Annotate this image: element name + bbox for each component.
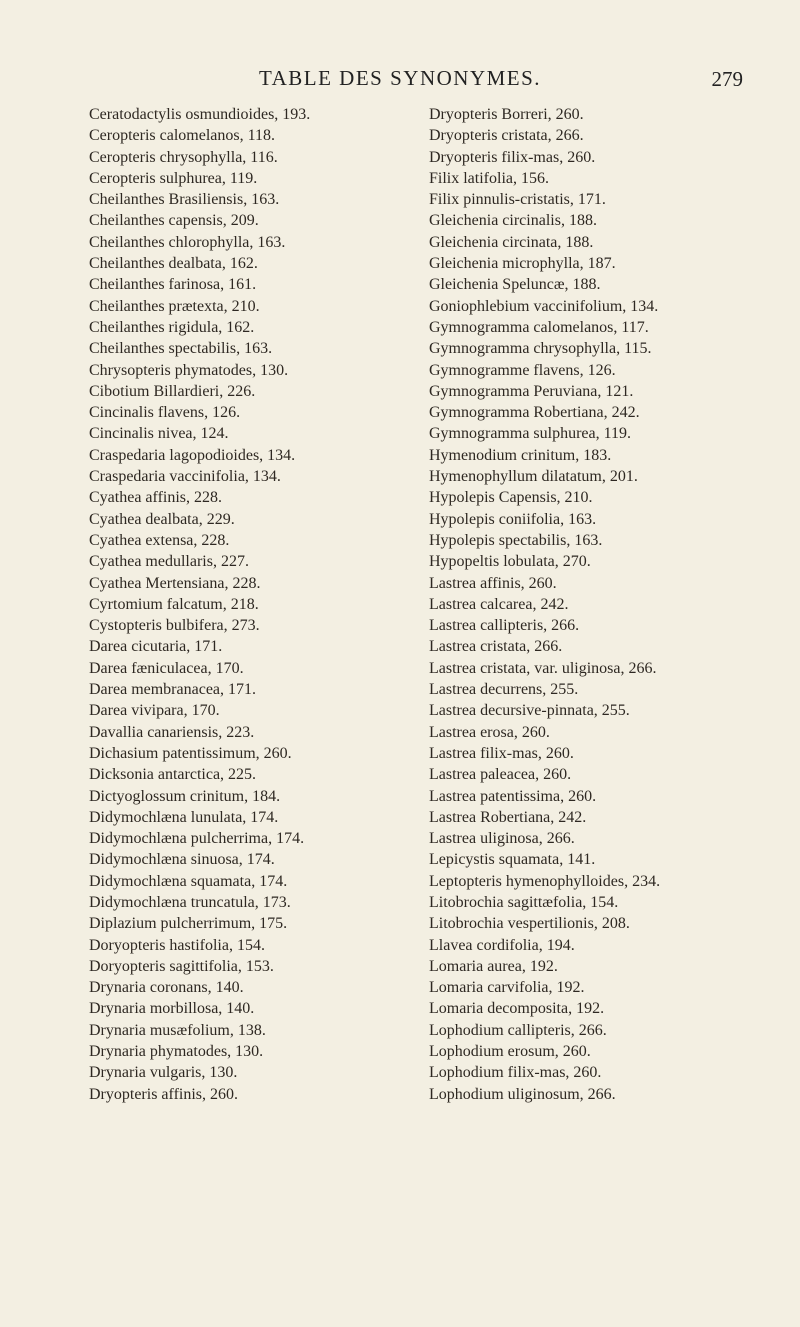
index-entry: Gymnogramma chrysophylla, 115.	[429, 340, 652, 358]
index-entry: Cheilanthes prætexta, 210.	[89, 297, 260, 315]
index-entry: Doryopteris hastifolia, 154.	[89, 936, 265, 954]
index-entry: Gymnogramma sulphurea, 119.	[429, 425, 632, 443]
index-entry: Craspedaria vaccinifolia, 134.	[89, 468, 281, 486]
index-entry: Cheilanthes capensis, 209.	[89, 212, 259, 230]
index-entry: Cheilanthes spectabilis, 163.	[89, 340, 273, 358]
index-entry: Didymochlæna lunulata, 174.	[89, 808, 279, 826]
index-column-left	[89, 104, 310, 1105]
index-entry: Dryopteris Borreri, 260.	[429, 106, 584, 123]
index-entry: Lastrea paleacea, 260.	[429, 766, 572, 784]
index-entry: Lomaria carvifolia, 192.	[429, 979, 585, 997]
index-entry: Ceropteris calomelanos, 118.	[89, 127, 276, 145]
index-entry: Lastrea Robertiana, 242.	[429, 808, 587, 826]
index-entry: Davallia canariensis, 223.	[89, 723, 255, 741]
index-entry: Gleichenia circinalis, 188.	[429, 212, 597, 230]
index-entry: Lastrea cristata, 266.	[429, 638, 563, 656]
index-entry: Dicksonia antarctica, 225.	[89, 766, 257, 784]
index-entry: Ceropteris chrysophylla, 116.	[89, 148, 278, 166]
index-entry: Hymenodium crinitum, 183.	[429, 446, 612, 464]
index-entry: Lophodium uliginosum, 266.	[429, 1085, 616, 1103]
index-entry: Gymnogramma Peruviana, 121.	[429, 382, 634, 400]
page-title: TABLE DES SYNONYMES.	[258, 66, 542, 90]
index-entry: Craspedaria lagopodioides, 134.	[89, 446, 296, 464]
index-entry: Cyathea affinis, 228.	[89, 489, 223, 507]
index-entry: Lastrea erosa, 260.	[429, 723, 550, 741]
index-entry: Lepicystis squamata, 141.	[429, 851, 596, 869]
index-entry: Dryopteris cristata, 266.	[429, 127, 584, 145]
page-number: 279	[711, 67, 743, 91]
index-entry: Goniophlebium vaccinifolium, 134.	[429, 297, 659, 315]
index-entry: Gymnogramme flavens, 126.	[429, 361, 616, 379]
index-entry: Drynaria coronans, 140.	[89, 979, 244, 997]
index-entry: Darea fæniculacea, 170.	[89, 659, 244, 677]
index-entry: Litobrochia vespertilionis, 208.	[429, 915, 630, 933]
index-entry: Filix latifolia, 156.	[429, 169, 549, 187]
index-entry: Dichasium patentissimum, 260.	[89, 744, 292, 762]
index-entry: Darea cicutaria, 171.	[89, 638, 223, 656]
index-entry: Gymnogramma calomelanos, 117.	[429, 318, 649, 336]
index-entry: Drynaria phymatodes, 130.	[89, 1043, 264, 1061]
index-entry: Gymnogramma Robertiana, 242.	[429, 404, 640, 422]
index-entry: Hypolepis Capensis, 210.	[429, 489, 593, 507]
page-header	[0, 66, 800, 94]
index-entry: Cystopteris bulbifera, 273.	[89, 617, 260, 635]
index-entry: Lastrea filix-mas, 260.	[429, 744, 574, 762]
index-entry: Llavea cordifolia, 194.	[429, 936, 575, 954]
index-entry: Lophodium callipteris, 266.	[429, 1021, 607, 1039]
index-entry: Lomaria decomposita, 192.	[429, 1000, 605, 1018]
index-entry: Drynaria morbillosa, 140.	[89, 1000, 255, 1018]
index-entry: Diplazium pulcherrimum, 175.	[89, 915, 288, 933]
index-entry: Gleichenia microphylla, 187.	[429, 255, 616, 273]
index-entry: Cincinalis nivea, 124.	[89, 425, 229, 443]
index-entry: Dryopteris affinis, 260.	[89, 1085, 239, 1103]
index-entry: Dryopteris filix-mas, 260.	[429, 148, 596, 166]
index-entry: Lophodium filix-mas, 260.	[429, 1064, 602, 1082]
index-entry: Lastrea affinis, 260.	[429, 574, 557, 592]
index-entry: Cibotium Billardieri, 226.	[89, 382, 256, 400]
index-entry: Lastrea callipteris, 266.	[429, 617, 580, 635]
index-entry: Hypolepis spectabilis, 163.	[429, 531, 603, 549]
index-entry: Lastrea uliginosa, 266.	[429, 830, 575, 848]
index-entry: Gleichenia Speluncæ, 188.	[429, 276, 601, 294]
index-entry: Litobrochia sagittæfolia, 154.	[429, 893, 619, 911]
index-entry: Ceropteris sulphurea, 119.	[89, 169, 258, 187]
index-entry: Lastrea decurrens, 255.	[429, 681, 579, 699]
index-entry: Drynaria vulgaris, 130.	[89, 1064, 238, 1082]
index-entry: Hypolepis coniifolia, 163.	[429, 510, 597, 528]
index-entry: Lastrea calcarea, 242.	[429, 595, 569, 613]
index-entry: Didymochlæna pulcherrima, 174.	[89, 830, 305, 848]
index-entry: Cyathea dealbata, 229.	[89, 510, 235, 528]
index-entry: Cyrtomium falcatum, 218.	[89, 595, 259, 613]
index-column-right	[429, 104, 660, 1105]
index-entry: Leptopteris hymenophylloides, 234.	[429, 872, 661, 890]
index-entry: Cheilanthes farinosa, 161.	[89, 276, 257, 294]
index-entry: Chrysopteris phymatodes, 130.	[89, 361, 289, 379]
index-entry: Cyathea medullaris, 227.	[89, 553, 249, 571]
index-entry: Cincinalis flavens, 126.	[89, 404, 241, 422]
index-entry: Drynaria musæfolium, 138.	[89, 1021, 266, 1039]
index-entry: Lophodium erosum, 260.	[429, 1043, 591, 1061]
index-entry: Cheilanthes Brasiliensis, 163.	[89, 191, 280, 209]
index-entry: Cheilanthes chlorophylla, 163.	[89, 233, 286, 251]
index-entry: Cheilanthes rigidula, 162.	[89, 318, 255, 336]
index-entry: Lastrea patentissima, 260.	[429, 787, 597, 805]
index-entry: Cheilanthes dealbata, 162.	[89, 255, 258, 273]
index-entry: Lomaria aurea, 192.	[429, 957, 558, 975]
index-entry: Cyathea extensa, 228.	[89, 531, 230, 549]
index-entry: Didymochlæna squamata, 174.	[89, 872, 288, 890]
index-entry: Ceratodactylis osmundioides, 193.	[89, 106, 311, 123]
index-entry: Lastrea cristata, var. uliginosa, 266.	[429, 659, 657, 677]
index-entry: Hymenophyllum dilatatum, 201.	[429, 468, 638, 486]
index-entry: Darea membranacea, 171.	[89, 681, 257, 699]
index-entry: Dictyoglossum crinitum, 184.	[89, 787, 281, 805]
index-entry: Didymochlæna sinuosa, 174.	[89, 851, 275, 869]
index-entry: Doryopteris sagittifolia, 153.	[89, 957, 274, 975]
index-entry: Didymochlæna truncatula, 173.	[89, 893, 291, 911]
index-entry: Gleichenia circinata, 188.	[429, 233, 594, 251]
index-entry: Hypopeltis lobulata, 270.	[429, 553, 591, 571]
index-entry: Darea vivipara, 170.	[89, 702, 220, 720]
index-entry: Cyathea Mertensiana, 228.	[89, 574, 261, 592]
index-entry: Filix pinnulis-cristatis, 171.	[429, 191, 606, 209]
index-entry: Lastrea decursive-pinnata, 255.	[429, 702, 630, 720]
